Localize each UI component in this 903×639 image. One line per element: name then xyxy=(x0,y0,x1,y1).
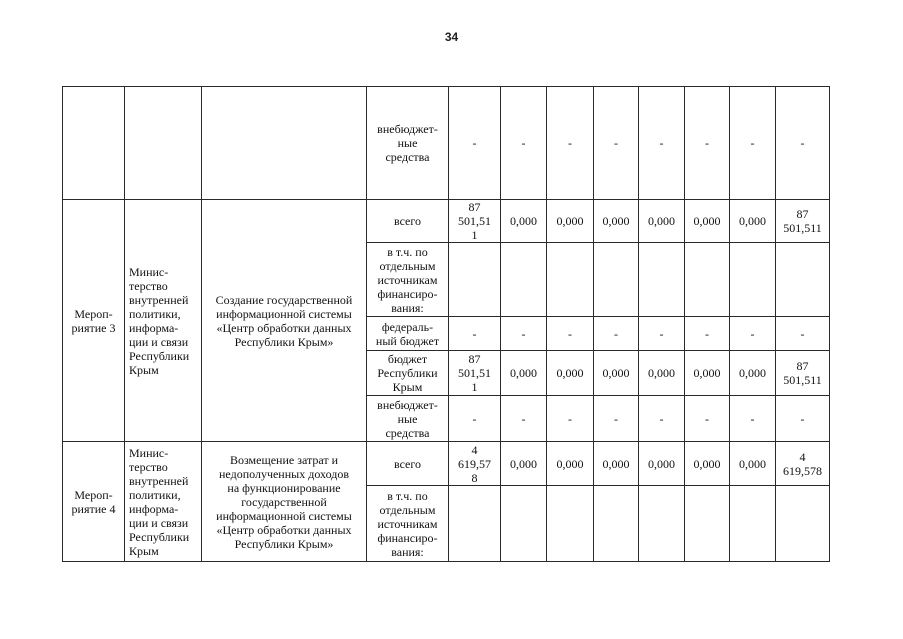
funding-source-cell: внебюджет- ные средства xyxy=(367,87,449,200)
value-cell xyxy=(776,486,830,562)
executor-cell: Минис- терство внутренней политики, информа- ции и связи Республики Крым xyxy=(125,442,202,562)
value-cell: - xyxy=(776,87,830,200)
value-cell: - xyxy=(449,87,501,200)
value-cell xyxy=(547,486,594,562)
value-cell: - xyxy=(594,87,639,200)
funding-source-cell: бюджет Республики Крым xyxy=(367,351,449,396)
description-cell: Создание государственной информационной системы «Центр обработки данных Республики Крым» xyxy=(202,200,367,442)
value-cell: 0,000 xyxy=(730,351,776,396)
value-cell: - xyxy=(594,317,639,351)
value-cell xyxy=(449,486,501,562)
value-cell: - xyxy=(547,317,594,351)
table-row xyxy=(63,200,830,243)
value-cell: - xyxy=(685,317,730,351)
value-cell xyxy=(501,486,547,562)
funding-source-cell: всего xyxy=(367,442,449,486)
value-cell: - xyxy=(547,87,594,200)
value-cell: 0,000 xyxy=(685,442,730,486)
value-cell: 0,000 xyxy=(547,442,594,486)
value-cell: - xyxy=(501,317,547,351)
value-cell: - xyxy=(685,396,730,442)
funding-source-cell: в т.ч. по отдельным источникам финансиро- вания: xyxy=(367,486,449,562)
value-cell: - xyxy=(685,87,730,200)
value-cell: - xyxy=(594,396,639,442)
value-cell xyxy=(449,243,501,317)
value-cell: - xyxy=(449,396,501,442)
value-cell xyxy=(639,243,685,317)
value-cell: 0,000 xyxy=(594,200,639,243)
value-cell: 0,000 xyxy=(501,351,547,396)
value-cell: 0,000 xyxy=(639,200,685,243)
value-cell: 4 619,57 8 xyxy=(449,442,501,486)
event-cell: Мероп- риятие 4 xyxy=(63,442,125,562)
value-cell: - xyxy=(501,396,547,442)
value-cell: - xyxy=(730,87,776,200)
value-cell: - xyxy=(639,317,685,351)
value-cell xyxy=(639,486,685,562)
value-cell: - xyxy=(639,87,685,200)
executor-cell xyxy=(125,87,202,200)
value-cell: 0,000 xyxy=(639,351,685,396)
value-cell: - xyxy=(776,317,830,351)
value-cell: 0,000 xyxy=(685,351,730,396)
value-cell: 0,000 xyxy=(594,442,639,486)
value-cell xyxy=(501,243,547,317)
value-cell xyxy=(776,243,830,317)
page-number: 34 xyxy=(444,30,459,44)
value-cell xyxy=(685,486,730,562)
value-cell xyxy=(594,486,639,562)
event-cell xyxy=(63,87,125,200)
executor-cell: Минис- терство внутренней политики, информа- ции и связи Республики Крым xyxy=(125,200,202,442)
value-cell: - xyxy=(449,317,501,351)
value-cell: 87 501,51 1 xyxy=(449,351,501,396)
budget-table xyxy=(62,86,830,562)
value-cell: 0,000 xyxy=(547,200,594,243)
value-cell: 4 619,578 xyxy=(776,442,830,486)
value-cell: 0,000 xyxy=(501,442,547,486)
funding-source-cell: федераль- ный бюджет xyxy=(367,317,449,351)
value-cell: - xyxy=(639,396,685,442)
value-cell: - xyxy=(501,87,547,200)
value-cell: 0,000 xyxy=(594,351,639,396)
value-cell: 87 501,511 xyxy=(776,351,830,396)
funding-source-cell: внебюджет- ные средства xyxy=(367,396,449,442)
value-cell: 0,000 xyxy=(685,200,730,243)
value-cell xyxy=(594,243,639,317)
value-cell: 0,000 xyxy=(639,442,685,486)
value-cell: - xyxy=(730,396,776,442)
value-cell: 0,000 xyxy=(730,200,776,243)
value-cell: 0,000 xyxy=(501,200,547,243)
value-cell: 87 501,511 xyxy=(776,200,830,243)
table-row xyxy=(63,442,830,486)
value-cell xyxy=(730,486,776,562)
value-cell xyxy=(685,243,730,317)
value-cell: - xyxy=(776,396,830,442)
value-cell: 87 501,51 1 xyxy=(449,200,501,243)
description-cell xyxy=(202,87,367,200)
value-cell xyxy=(547,243,594,317)
value-cell: - xyxy=(730,317,776,351)
event-cell: Мероп- риятие 3 xyxy=(63,200,125,442)
funding-source-cell: в т.ч. по отдельным источникам финансиро- вания: xyxy=(367,243,449,317)
funding-source-cell: всего xyxy=(367,200,449,243)
description-cell: Возмещение затрат и недополученных доходов на функционирование государственной информационной системы «Центр обработки данных Республики Крым» xyxy=(202,442,367,562)
value-cell: 0,000 xyxy=(730,442,776,486)
table-row xyxy=(63,87,830,200)
value-cell: - xyxy=(547,396,594,442)
value-cell: 0,000 xyxy=(547,351,594,396)
value-cell xyxy=(730,243,776,317)
